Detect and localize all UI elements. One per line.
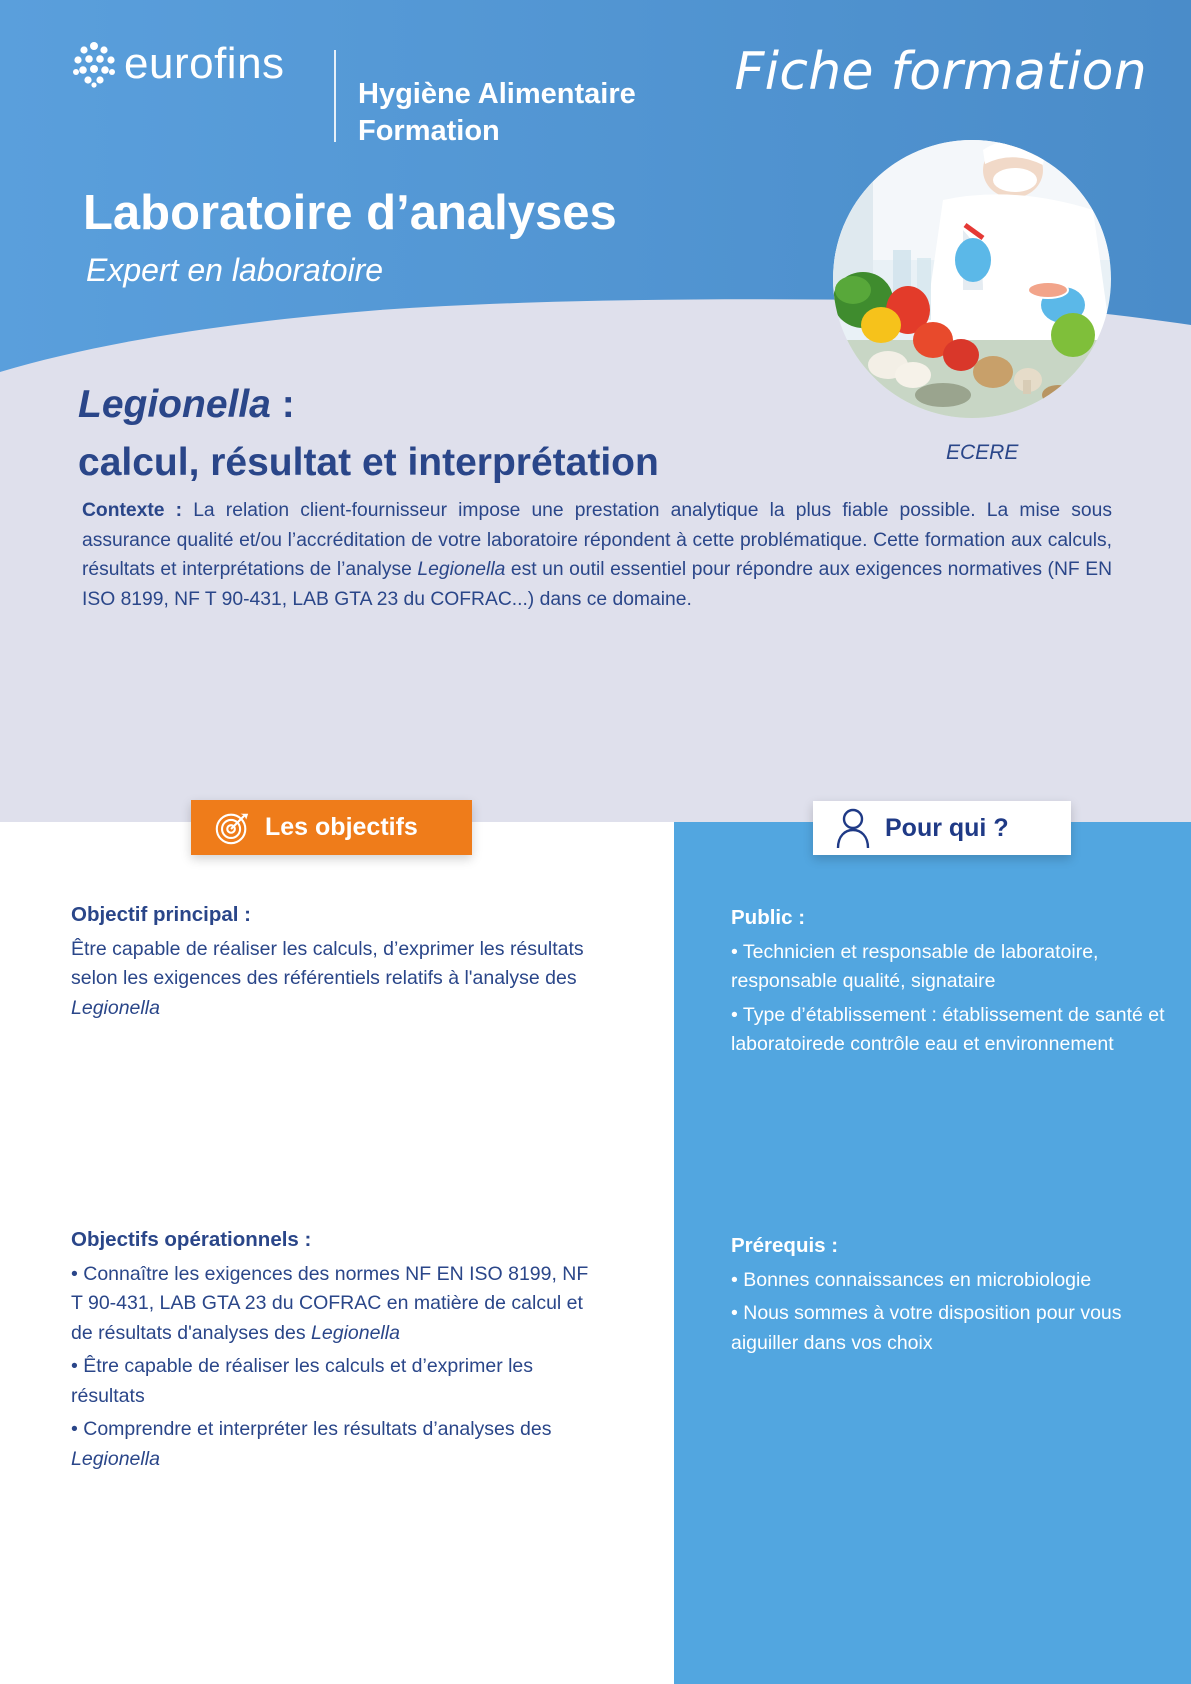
context-text-italic: Legionella	[417, 559, 506, 580]
prerequisites-block	[731, 1231, 1171, 1362]
list-item: • Technicien et responsable de laboratoire, responsable qualité, signataire	[731, 940, 1099, 992]
context-text-1: La relation client-fournisseur impose une prestation analytique la plus fiable possible. La mise sous assurance qualité et/ou l’accréditation de votre laboratoire répondent à cette problématique. Cette formation aux calculs, résultats et interprétations de l’analyse	[82, 500, 1112, 580]
brand-subtitle	[358, 76, 636, 150]
public-heading: Public :	[731, 906, 806, 929]
prerequisites-heading: Prérequis :	[731, 1234, 839, 1257]
op-item-2-text: • Être capable de réaliser les calculs et d’exprimer les résultats	[71, 1355, 534, 1407]
course-title-line-2: calcul, résultat et interprétation	[78, 441, 659, 484]
page-title: Laboratoire d’analyses	[83, 186, 617, 240]
logo-divider	[334, 50, 336, 142]
objectives-button-label: Les objectifs	[265, 813, 418, 841]
main-objective-block	[71, 900, 601, 1023]
logo-wordmark: eurofins	[124, 39, 285, 88]
document-type: Fiche formation	[734, 42, 1147, 102]
public-block	[731, 903, 1171, 1064]
main-objective-text	[71, 935, 601, 1024]
eurofins-dots-icon	[70, 40, 118, 88]
context-label: Contexte :	[82, 500, 183, 521]
list-item: • Bonnes connaissances en microbiologie	[731, 1268, 1092, 1291]
person-icon	[835, 807, 871, 849]
photo-caption: ECERE	[946, 441, 1019, 464]
list-item: • Type d’établissement : établissement de santé et laboratoirede contrôle eau et environnement	[731, 1003, 1165, 1055]
op-item-3-italic: Legionella	[71, 1447, 160, 1470]
operational-objectives-block	[71, 1225, 601, 1478]
main-objective-text-body: Être capable de réaliser les calculs, d’exprimer les résultats selon les exigences des référentiels relatifs à l'analyse des	[71, 937, 584, 989]
audience-button[interactable]	[813, 801, 1071, 855]
list-item: • Nous sommes à votre disposition pour vous aiguiller dans vos choix	[731, 1302, 1122, 1354]
main-objective-text-italic: Legionella	[71, 996, 160, 1019]
main-objective-heading: Objectif principal :	[71, 903, 251, 926]
brand-line-2: Formation	[358, 115, 500, 147]
context-paragraph	[82, 496, 1112, 614]
op-item-1-italic: Legionella	[311, 1321, 400, 1344]
page-subtitle: Expert en laboratoire	[86, 252, 384, 288]
list-item	[71, 1260, 601, 1349]
lab-photo	[833, 140, 1111, 418]
course-title-italic: Legionella	[78, 383, 271, 426]
target-icon	[213, 809, 251, 847]
course-title-colon: :	[270, 383, 295, 426]
op-item-3-text: • Comprendre et interpréter les résultats d’analyses des	[71, 1418, 552, 1440]
objectives-button[interactable]	[191, 800, 472, 855]
context-text-2: est un outil essentiel pour répondre aux exigences normatives (NF EN ISO 8199, NF T 90-431, LAB GTA 23 du COFRAC...) dans ce domaine.	[82, 559, 1113, 610]
operational-objectives-heading: Objectifs opérationnels :	[71, 1228, 312, 1251]
list-item	[71, 1415, 601, 1474]
op-item-1-text: • Connaître les exigences des normes NF EN ISO 8199, NF T 90-431, LAB GTA 23 du COFRAC en matière de calcul et de résultats d'analyses des	[71, 1262, 589, 1344]
lab-scene-illustration	[833, 140, 1111, 418]
audience-button-label: Pour qui ?	[885, 813, 1009, 842]
brand-line-1: Hygiène Alimentaire	[358, 78, 636, 110]
course-title	[78, 376, 659, 492]
eurofins-logo[interactable]	[70, 40, 285, 88]
list-item	[71, 1352, 601, 1411]
